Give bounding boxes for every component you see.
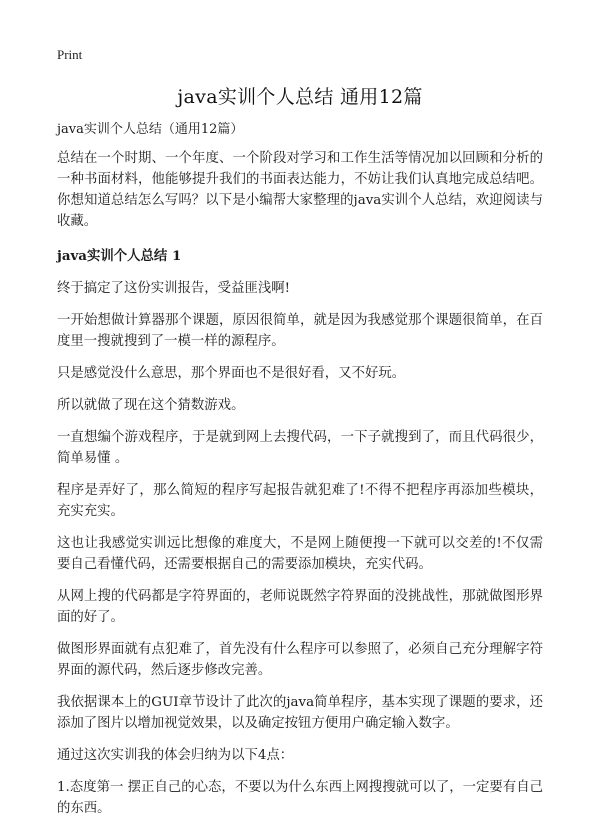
body-paragraph: 只是感觉没什么意思，那个界面也不是很好看，又不好玩。	[57, 366, 406, 381]
document-body	[57, 121, 543, 828]
body-paragraph: 从网上搜的代码都是字符界面的，老师说既然字符界面的没挑战性，那就做图形界面的好了。	[57, 589, 543, 625]
body-paragraph: 1.态度第一 摆正自己的心态，不要以为什么东西上网搜搜就可以了，一定要有自己的东西。	[57, 780, 543, 816]
section-heading: java实训个人总结 1	[57, 248, 182, 264]
body-paragraph: 做图形界面就有点犯难了，首先没有什么程序可以参照了，必须自己充分理解字符界面的源代码，然后逐步修改完善。	[57, 642, 543, 678]
body-paragraph: 这也让我感觉实训远比想像的难度大，不是网上随便搜一下就可以交差的!不仅需要自己看懂代码，还需要根据自己的需要添加模块，充实代码。	[57, 536, 543, 572]
body-paragraph: 我依据课本上的GUI章节设计了此次的java简单程序，基本实现了课题的要求，还添加了图片以增加视觉效果，以及确定按钮方便用户确定输入数字。	[57, 695, 543, 731]
body-paragraph: 程序是弄好了，那么简短的程序写起报告就犯难了!不得不把程序再添加些模块，充实充实。	[57, 483, 543, 519]
intro-paragraph: 总结在一个时期、一个年度、一个阶段对学习和工作生活等情况加以回顾和分析的一种书面材料，他能够提升我们的书面表达能力，不妨让我们认真地完成总结吧。你想知道总结怎么写吗？以下是小编帮大家整理的java实训个人总结，欢迎阅读与收藏。	[57, 151, 543, 229]
document-title: java实训个人总结 通用12篇	[177, 86, 423, 108]
document-subtitle: java实训个人总结（通用12篇）	[57, 122, 244, 137]
body-paragraph: 所以就做了现在这个猜数游戏。	[57, 398, 245, 413]
body-paragraph: 终于搞定了这份实训报告，受益匪浅啊!	[57, 281, 291, 296]
body-paragraph: 通过这次实训我的体会归纳为以下4点：	[57, 748, 294, 763]
body-paragraph: 一开始想做计算器那个课题，原因很简单，就是因为我感觉那个课题很简单，在百度里一搜就搜到了一模一样的源程序。	[57, 313, 543, 349]
print-label: Print	[57, 47, 83, 62]
body-paragraph: 一直想编个游戏程序，于是就到网上去搜代码，一下子就搜到了，而且代码很少，简单易懂 。	[57, 430, 543, 466]
